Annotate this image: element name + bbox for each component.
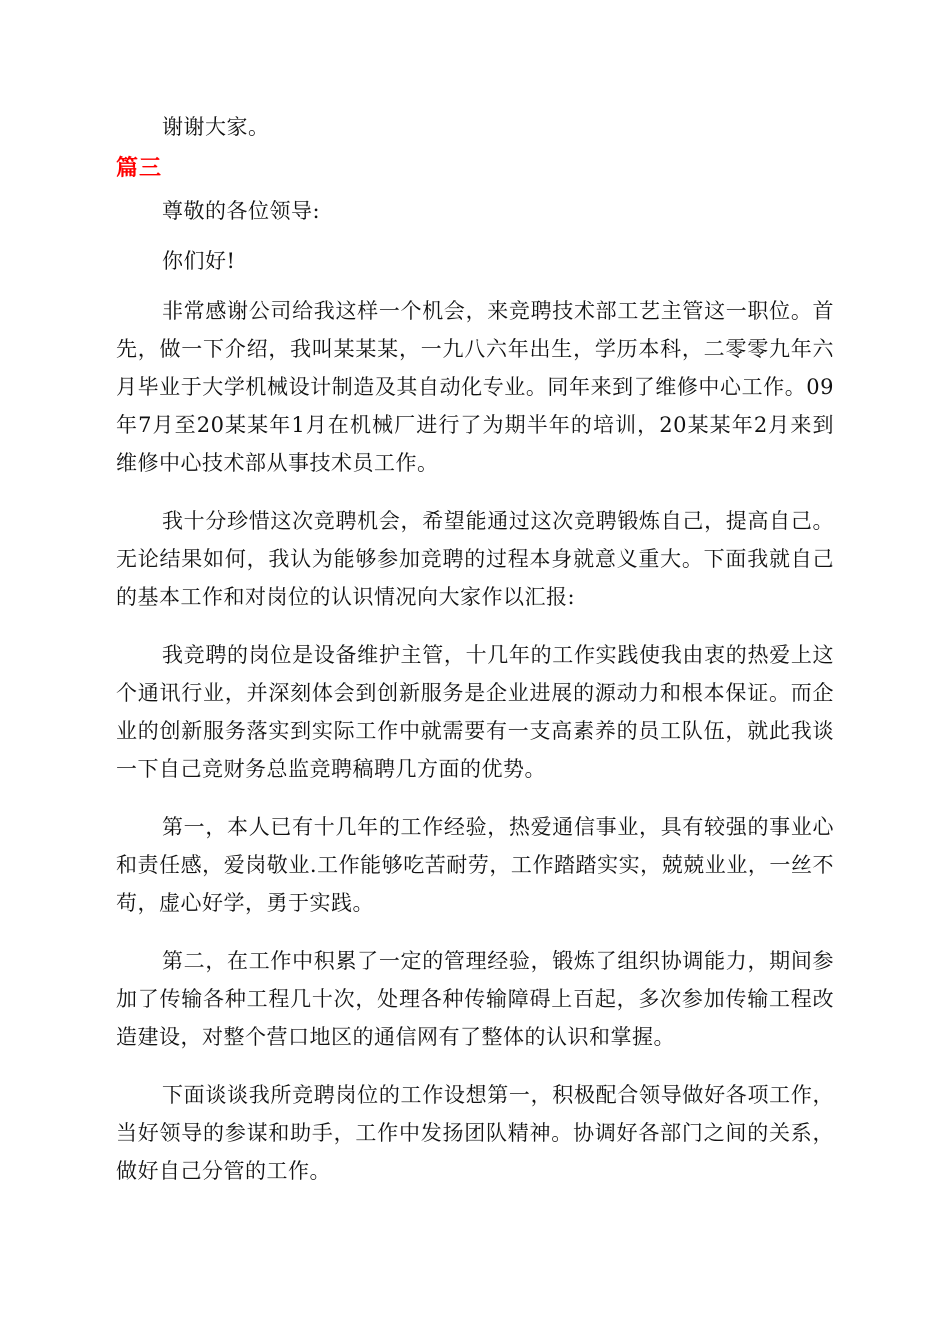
section-heading: 篇三 — [116, 156, 163, 181]
body-paragraph: 第二，在工作中积累了一定的管理经验，锻炼了组织协调能力，期间参加了传输各种工程几十次，处理各种传输障碍上百起，多次参加传输工程改造建设，对整个营口地区的通信网有了整体的认识和掌握。 — [116, 949, 834, 1049]
body-paragraph: 下面谈谈我所竞聘岗位的工作设想第一，积极配合领导做好各项工作，当好领导的参谋和助手，工作中发扬团队精神。协调好各部门之间的关系，做好自己分管的工作。 — [116, 1083, 834, 1183]
body-paragraph: 我十分珍惜这次竞聘机会，希望能通过这次竞聘锻炼自己，提高自己。无论结果如何，我认为能够参加竞聘的过程本身就意义重大。下面我就自己的基本工作和对岗位的认识情况向大家作以汇报: — [116, 509, 834, 609]
closing-line: 谢谢大家。 — [162, 115, 270, 139]
hello-line: 你们好! — [162, 249, 236, 273]
greeting-line: 尊敬的各位领导: — [162, 199, 321, 223]
body-paragraph: 我竞聘的岗位是设备维护主管，十几年的工作实践使我由衷的热爱上这个通讯行业，并深刻体会到创新服务是企业进展的源动力和根本保证。而企业的创新服务落实到实际工作中就需要有一支高素养的员工队伍，就此我谈一下自己竞财务总监竞聘稿聘几方面的优势。 — [116, 643, 834, 781]
body-paragraph: 第一，本人已有十几年的工作经验，热爱通信事业，具有较强的事业心和责任感，爱岗敬业.工作能够吃苦耐劳，工作踏踏实实，兢兢业业，一丝不苟，虚心好学，勇于实践。 — [116, 815, 834, 915]
document-page — [116, 108, 834, 1190]
body-paragraph: 非常感谢公司给我这样一个机会，来竞聘技术部工艺主管这一职位。首先，做一下介绍，我叫某某某，一九八六年出生，学历本科，二零零九年六月毕业于大学机械设计制造及其自动化专业。同年来到了维修中心工作。09年7月至20某某年1月在机械厂进行了为期半年的培训，20某某年2月来到维修中心技术部从事技术员工作。 — [116, 299, 834, 475]
